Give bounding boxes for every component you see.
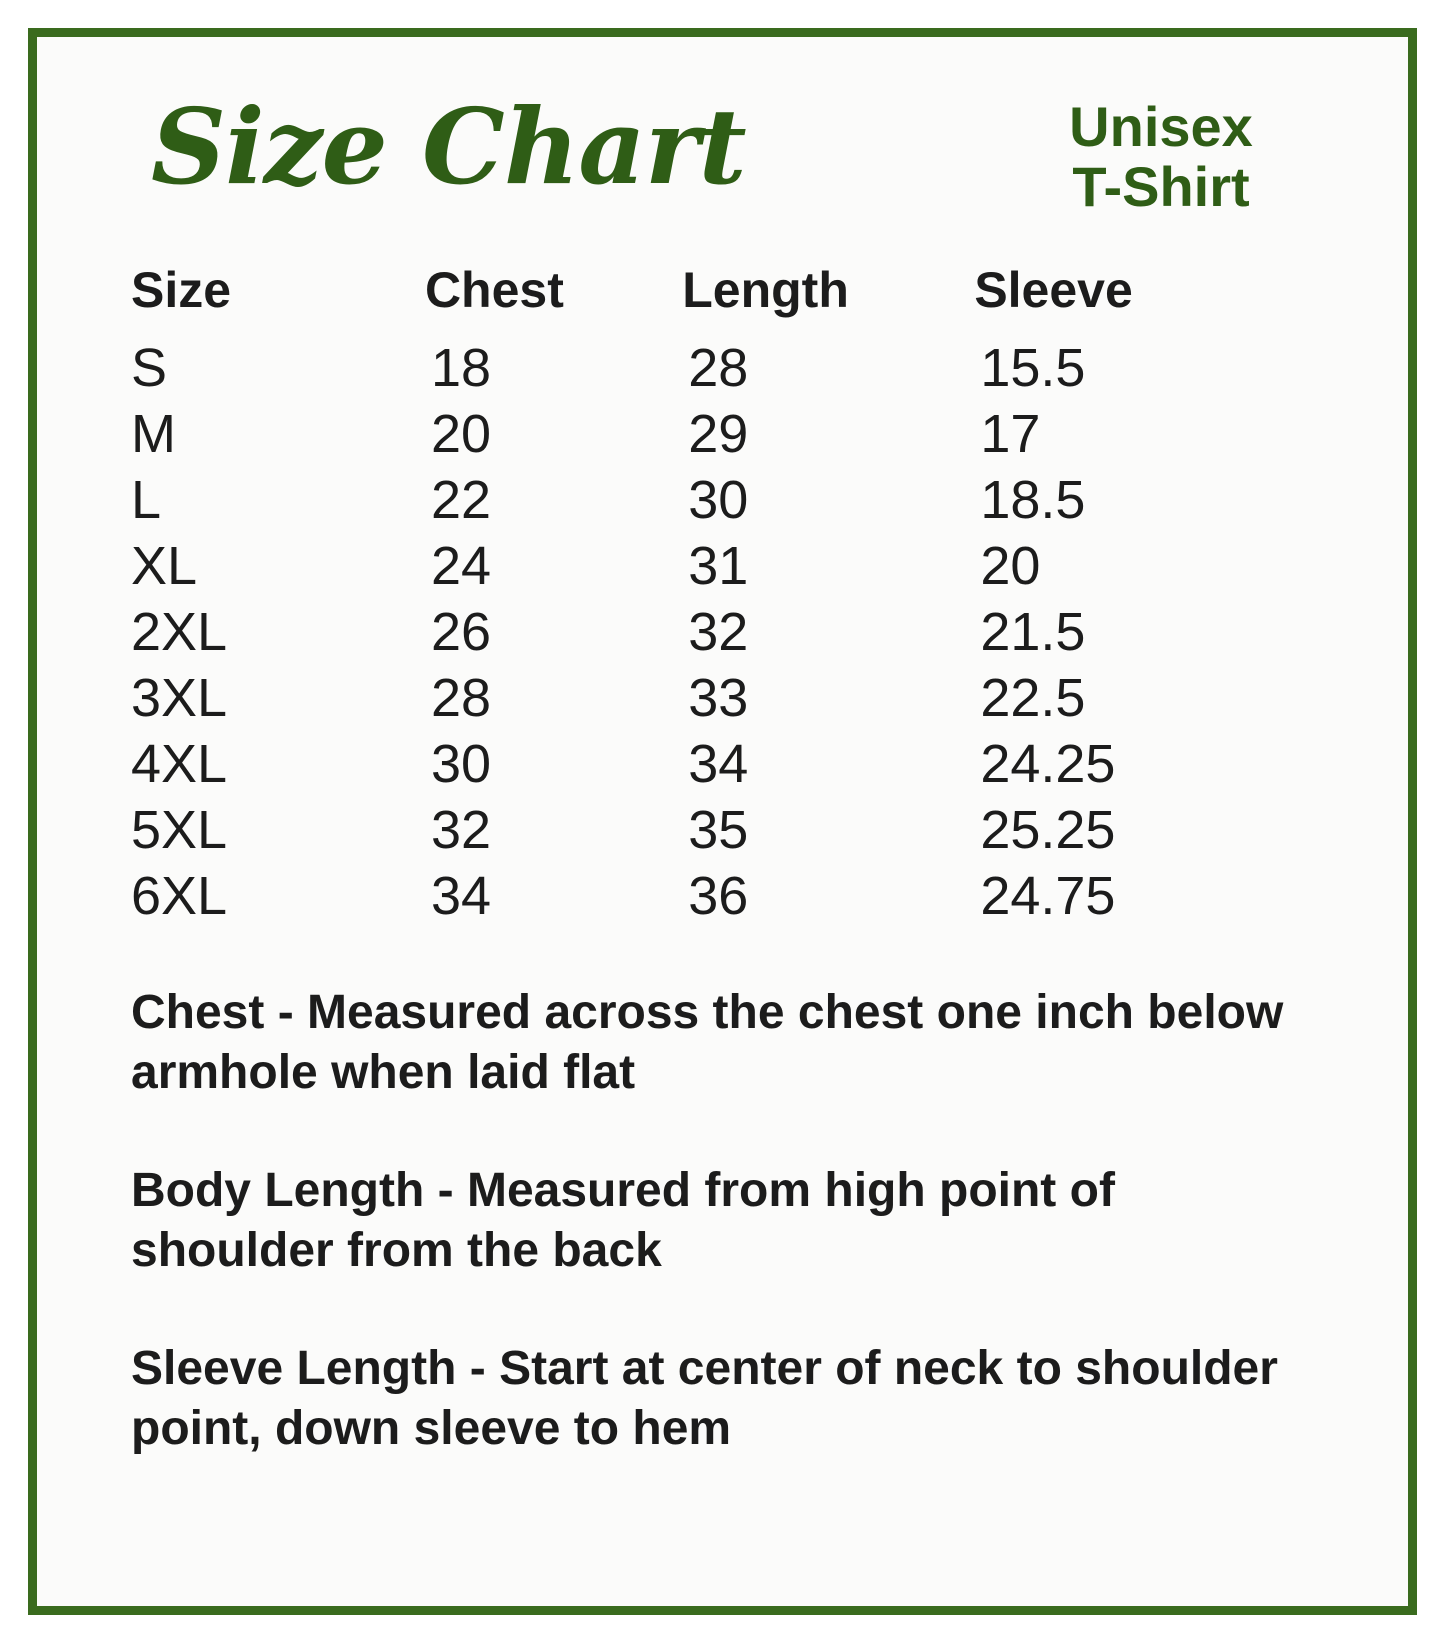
cell-chest: 22: [430, 470, 492, 530]
cell-sleeve: 21.5: [980, 602, 1086, 662]
table-row: [131, 731, 1271, 797]
cell-chest: 18: [430, 338, 492, 398]
note-sleeve-length: Sleeve Length - Start at center of neck to shoulder point, down sleeve to hem: [131, 1342, 1278, 1455]
cell-sleeve: 24.25: [980, 734, 1116, 794]
cell-size: M: [131, 404, 176, 464]
chart-header: [99, 37, 1346, 247]
table-row: [131, 863, 1271, 929]
cell-size: S: [131, 338, 168, 398]
cell-sleeve: 25.25: [980, 800, 1116, 860]
measurements-table: [131, 251, 1271, 929]
table-header-row: [131, 251, 1271, 335]
table-row: [131, 797, 1271, 863]
cell-size: 6XL: [131, 866, 228, 926]
measurement-notes: [131, 983, 1291, 1459]
cell-size: L: [131, 470, 162, 530]
table-row: [131, 401, 1271, 467]
cell-chest: 28: [430, 668, 492, 728]
column-header-size: Size: [131, 262, 232, 318]
cell-chest: 32: [430, 800, 492, 860]
cell-chest: 34: [430, 866, 492, 926]
column-header-chest: Chest: [424, 262, 564, 318]
cell-size: 5XL: [131, 800, 228, 860]
cell-sleeve: 22.5: [980, 668, 1086, 728]
column-header-length: Length: [682, 262, 849, 318]
cell-sleeve: 20: [980, 536, 1041, 596]
column-header-sleeve: Sleeve: [974, 262, 1133, 318]
table-row: [131, 335, 1271, 401]
cell-length: 29: [688, 404, 749, 464]
table-row: [131, 467, 1271, 533]
note-body-length: Body Length - Measured from high point of shoulder from the back: [131, 1164, 1115, 1277]
cell-chest: 20: [430, 404, 492, 464]
cell-size: XL: [131, 536, 198, 596]
cell-chest: 30: [430, 734, 492, 794]
cell-chest: 24: [430, 536, 492, 596]
cell-sleeve: 15.5: [980, 338, 1086, 398]
cell-length: 33: [688, 668, 749, 728]
cell-sleeve: 18.5: [980, 470, 1086, 530]
note-chest: Chest - Measured across the chest one inch below armhole when laid flat: [131, 986, 1284, 1099]
table-row: [131, 533, 1271, 599]
cell-size: 2XL: [131, 602, 228, 662]
table-head: [131, 251, 1271, 335]
table-row: [131, 599, 1271, 665]
cell-size: 3XL: [131, 668, 228, 728]
cell-sleeve: 17: [980, 404, 1041, 464]
table-body: [131, 335, 1271, 929]
cell-length: 32: [688, 602, 749, 662]
cell-length: 35: [688, 800, 749, 860]
page-title: Size Chart: [151, 85, 746, 208]
cell-length: 28: [688, 338, 749, 398]
cell-length: 30: [688, 470, 749, 530]
cell-size: 4XL: [131, 734, 228, 794]
garment-type-line-1: Unisex: [1069, 95, 1253, 158]
cell-sleeve: 24.75: [980, 866, 1116, 926]
garment-type-line-2: T-Shirt: [1072, 155, 1250, 219]
table-row: [131, 665, 1271, 731]
cell-chest: 26: [430, 602, 492, 662]
cell-length: 34: [688, 734, 749, 794]
card-inner: [37, 37, 1408, 1606]
size-chart-card: [28, 28, 1417, 1615]
garment-type: [996, 97, 1326, 218]
cell-length: 36: [688, 866, 749, 926]
cell-length: 31: [688, 536, 749, 596]
